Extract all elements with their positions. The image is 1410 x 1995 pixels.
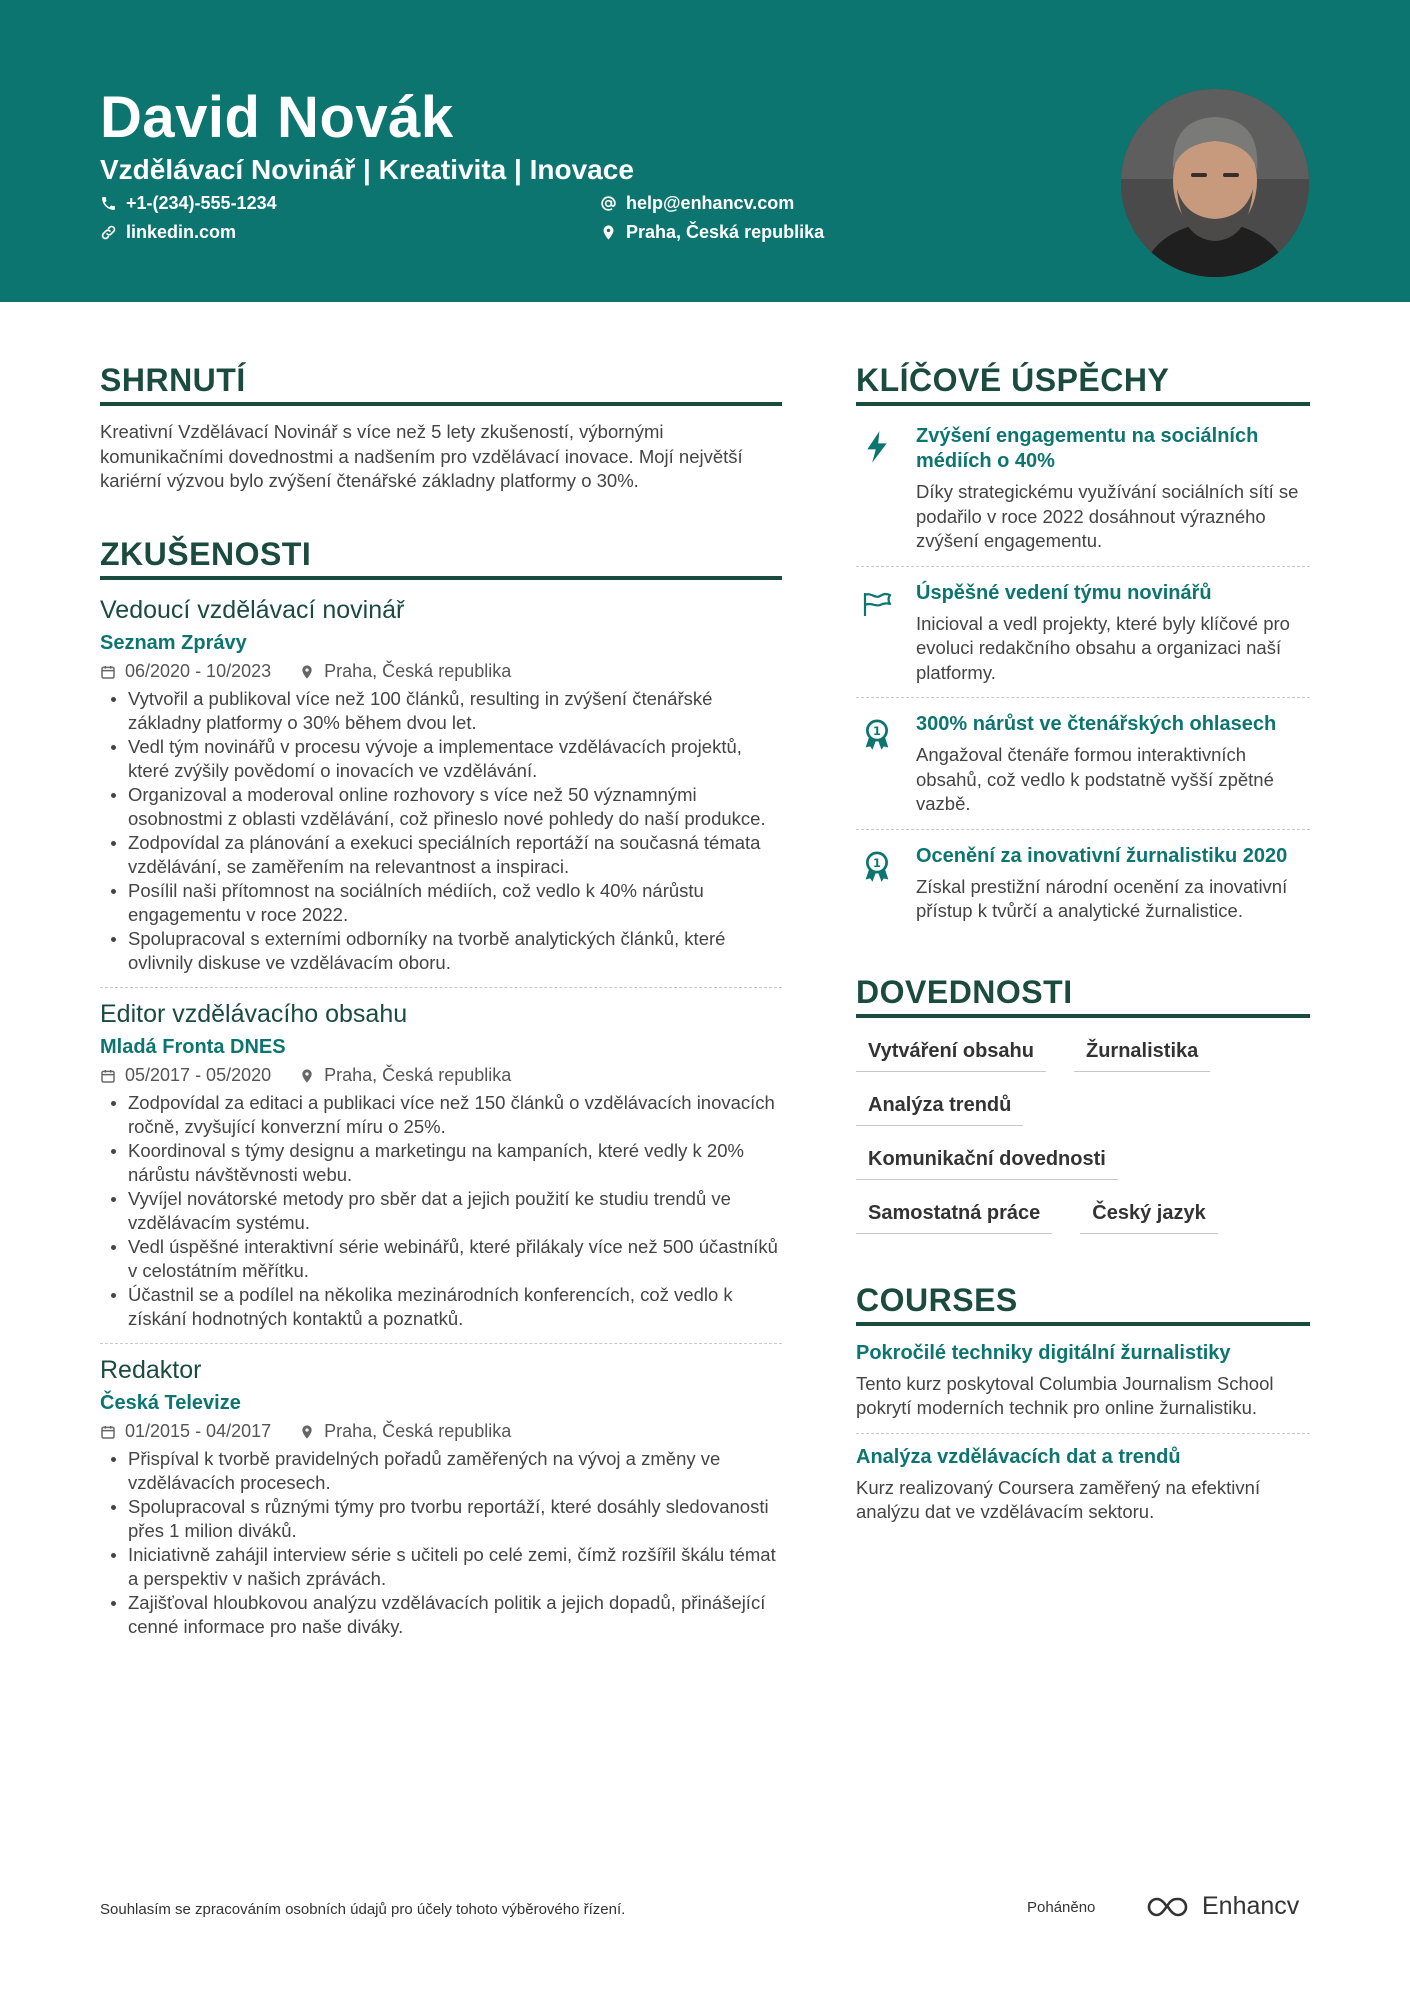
job-dates: 05/2017 - 05/2020: [125, 1065, 272, 1085]
svg-text:1: 1: [873, 855, 881, 870]
candidate-name: David Novák: [100, 85, 454, 150]
bullet-item: Vytvořil a publikoval více než 100 článků, resulting in zvýšení čtenářské základny platformy o 30% během dvou let.: [100, 687, 782, 735]
location-text: Praha, Česká republika: [626, 222, 825, 242]
calendar-icon: [100, 1068, 116, 1084]
divider: [856, 566, 1310, 567]
achievement-item: [856, 577, 1310, 686]
left-column: [100, 362, 782, 1639]
achievements-heading: KLÍČOVÉ ÚSPĚCHY: [856, 362, 1310, 406]
infinity-icon: [1147, 1894, 1193, 1920]
experience-section: [100, 536, 782, 1639]
skill-tag: Český jazyk: [1080, 1202, 1217, 1234]
phone-text: +1-(234)-555-1234: [126, 193, 277, 213]
job-meta: [100, 1064, 782, 1088]
achievements-section: [856, 362, 1310, 924]
achievement-text: Díky strategickému využívání sociálních sítí se podařilo v roce 2022 dosáhnout výrazného zvýšení engagementu.: [916, 481, 1299, 551]
consent-text: Souhlasím se zpracováním osobních údajů pro účely tohoto výběrového řízení.: [100, 1901, 626, 1918]
bullet-item: Spolupracoval s externími odborníky na tvorbě analytických článků, které ovlivnily diskuse ve vzdělávacím oboru.: [100, 927, 782, 975]
job-bullets: [100, 1091, 782, 1331]
experience-heading: ZKUŠENOSTI: [100, 536, 782, 580]
achievement-title: 300% nárůst ve čtenářských ohlasech: [916, 713, 1277, 735]
achievement-text: Inicioval a vedl projekty, které byly klíčové pro evoluci redakčního obsahu a organizaci naší platformy.: [916, 612, 1290, 683]
award-icon: [862, 850, 892, 884]
achievement-title: Úspěšné vedení týmu novinářů: [916, 581, 1212, 604]
contact-linkedin[interactable]: [100, 222, 236, 243]
enhancv-logo[interactable]: [1147, 1892, 1299, 1921]
contact-email[interactable]: [600, 193, 794, 214]
bullet-item: Vedl úspěšné interaktivní série webinářů, které přilákaly více než 500 účastníků v celostátním měřítku.: [100, 1235, 782, 1283]
job-title: Redaktor: [100, 1355, 202, 1384]
course-item: [856, 1444, 1310, 1525]
summary-text: Kreativní Vzdělávací Novinář s více než 5 lety zkušeností, výbornými komunikačními dovednostmi a nadšením pro vzdělávací inovace. Mojí největší kariérní výzvou bylo zvýšení čtenářské základny platformy o 30%.: [100, 421, 743, 491]
candidate-headline: Vzdělávací Novinář | Kreativita | Inovace: [100, 154, 634, 185]
resume-header: [0, 0, 1410, 302]
skill-tag: Vytváření obsahu: [856, 1040, 1046, 1072]
summary-section: [100, 362, 782, 494]
linkedin-text: linkedin.com: [126, 222, 237, 242]
summary-heading: SHRNUTÍ: [100, 362, 782, 406]
achievement-title: Zvýšení engagementu na sociálních médiích o 40%: [916, 425, 1259, 472]
company-name: Seznam Zprávy: [100, 631, 247, 654]
bullet-item: Posílil naši přítomnost na sociálních médiích, což vedlo k 40% nárůstu engagementu v roce 2022.: [100, 879, 782, 927]
bullet-item: Zodpovídal za editaci a publikaci více než 150 článků o vzdělávacích inovacích ročně, zvyšující konverzní míru o 25%.: [100, 1091, 782, 1139]
at-icon: [600, 195, 617, 212]
job-entry: [100, 594, 782, 975]
brand-name: Enhancv: [1202, 1892, 1300, 1920]
award-icon: [862, 718, 892, 752]
achievement-item: [856, 840, 1310, 924]
course-title: Analýza vzdělávacích dat a trendů: [856, 1445, 1181, 1468]
course-item: [856, 1340, 1310, 1421]
skill-tag: Komunikační dovednosti: [856, 1148, 1118, 1180]
contact-location: [600, 222, 824, 243]
skill-tag: Analýza trendů: [856, 1094, 1023, 1126]
job-bullets: [100, 687, 782, 975]
divider: [856, 829, 1310, 830]
job-location: Praha, Česká republika: [324, 661, 512, 681]
divider: [100, 987, 782, 988]
job-location: Praha, Česká republika: [324, 1421, 512, 1441]
right-column: [856, 362, 1310, 1525]
course-title: Pokročilé techniky digitální žurnalistiky: [856, 1341, 1231, 1364]
contact-phone[interactable]: [100, 193, 277, 214]
job-dates: 06/2020 - 10/2023: [125, 661, 272, 681]
location-pin-icon: [299, 1424, 315, 1440]
job-meta: [100, 1420, 782, 1444]
bullet-item: Iniciativně zahájil interview série s učiteli po celé zemi, čímž rozšířil škálu témat a perspektiv v našich zprávách.: [100, 1543, 782, 1591]
bullet-item: Spolupracoval s různými týmy pro tvorbu reportáží, které dosáhly sledovanosti přes 1 milion diváků.: [100, 1495, 782, 1543]
company-name: Česká Televize: [100, 1391, 241, 1414]
course-text: Tento kurz poskytoval Columbia Journalism School pokrytí moderních technik pro online žurnalistiku.: [856, 1372, 1274, 1418]
calendar-icon: [100, 664, 116, 680]
bullet-item: Vyvíjel novátorské metody pro sběr dat a jejich použití ke studiu trendů ve vzdělávacím systému.: [100, 1187, 782, 1235]
job-entry: [100, 998, 782, 1331]
bullet-item: Účastnil se a podílel na několika mezinárodních konferencích, což vedlo k získání hodnotných kontaktů a poznatků.: [100, 1283, 782, 1331]
lightning-icon: [862, 430, 892, 464]
job-entry: [100, 1354, 782, 1639]
skills-list: [856, 1040, 1310, 1234]
bullet-item: Zodpovídal za plánování a exekuci speciálních reportáží na současná témata vzdělávání, se zaměřením na relevantnost a inspiraci.: [100, 831, 782, 879]
courses-section: [856, 1282, 1310, 1525]
flag-icon: [862, 587, 892, 621]
skill-tag: Žurnalistika: [1074, 1040, 1210, 1072]
divider: [856, 1433, 1310, 1434]
achievement-text: Angažoval čtenáře formou interaktivních obsahů, což vedlo k podstatně vyšší zpětné vazbě.: [916, 744, 1274, 814]
bullet-item: Organizoval a moderoval online rozhovory s více než 50 významnými osobnostmi z oblasti vzdělávání, což přineslo nové pohledy do naší produkce.: [100, 783, 782, 831]
company-name: Mladá Fronta DNES: [100, 1035, 286, 1058]
bullet-item: Přispíval k tvorbě pravidelných pořadů zaměřených na vývoj a změny ve vzdělávacích procesech.: [100, 1447, 782, 1495]
skills-section: [856, 974, 1310, 1234]
course-text: Kurz realizovaný Coursera zaměřený na efektivní analýzu dat ve vzdělávacím sektoru.: [856, 1476, 1261, 1522]
svg-text:1: 1: [873, 724, 881, 738]
bullet-item: Zajišťoval hloubkovou analýzu vzdělávacích politik a jejich dopadů, přinášející cenné informace pro naše diváky.: [100, 1591, 782, 1639]
bullet-item: Vedl tým novinářů v procesu vývoje a implementace vzdělávacích projektů, které zvýšily povědomí o inovacích ve vzdělávání.: [100, 735, 782, 783]
portrait-illustration: [1121, 89, 1309, 277]
courses-heading: COURSES: [856, 1282, 1310, 1326]
location-pin-icon: [600, 224, 617, 241]
skill-tag: Samostatná práce: [856, 1202, 1052, 1234]
location-pin-icon: [299, 664, 315, 680]
divider: [856, 697, 1310, 698]
powered-by-label: Poháněno: [1027, 1899, 1096, 1916]
bullet-item: Koordinoval s týmy designu a marketingu na kampaních, které vedly k 20% nárůstu návštěvnosti webu.: [100, 1139, 782, 1187]
job-title: Vedoucí vzdělávací novinář: [100, 595, 405, 624]
link-icon: [100, 224, 117, 241]
job-title: Editor vzdělávacího obsahu: [100, 999, 408, 1028]
job-location: Praha, Česká republika: [324, 1065, 512, 1085]
calendar-icon: [100, 1424, 116, 1440]
achievement-item: [856, 420, 1310, 554]
divider: [100, 1343, 782, 1344]
location-pin-icon: [299, 1068, 315, 1084]
job-meta: [100, 660, 782, 684]
achievement-text: Získal prestižní národní ocenění za inovativní přístup k tvůrčí a analytické žurnalistice.: [916, 875, 1288, 921]
achievement-item: [856, 708, 1310, 817]
job-bullets: [100, 1447, 782, 1639]
phone-icon: [100, 195, 117, 212]
profile-photo: [1121, 89, 1309, 277]
skills-heading: DOVEDNOSTI: [856, 974, 1310, 1018]
email-text: help@enhancv.com: [626, 193, 795, 213]
job-dates: 01/2015 - 04/2017: [125, 1421, 272, 1441]
achievement-title: Ocenění za inovativní žurnalistiku 2020: [916, 844, 1288, 867]
